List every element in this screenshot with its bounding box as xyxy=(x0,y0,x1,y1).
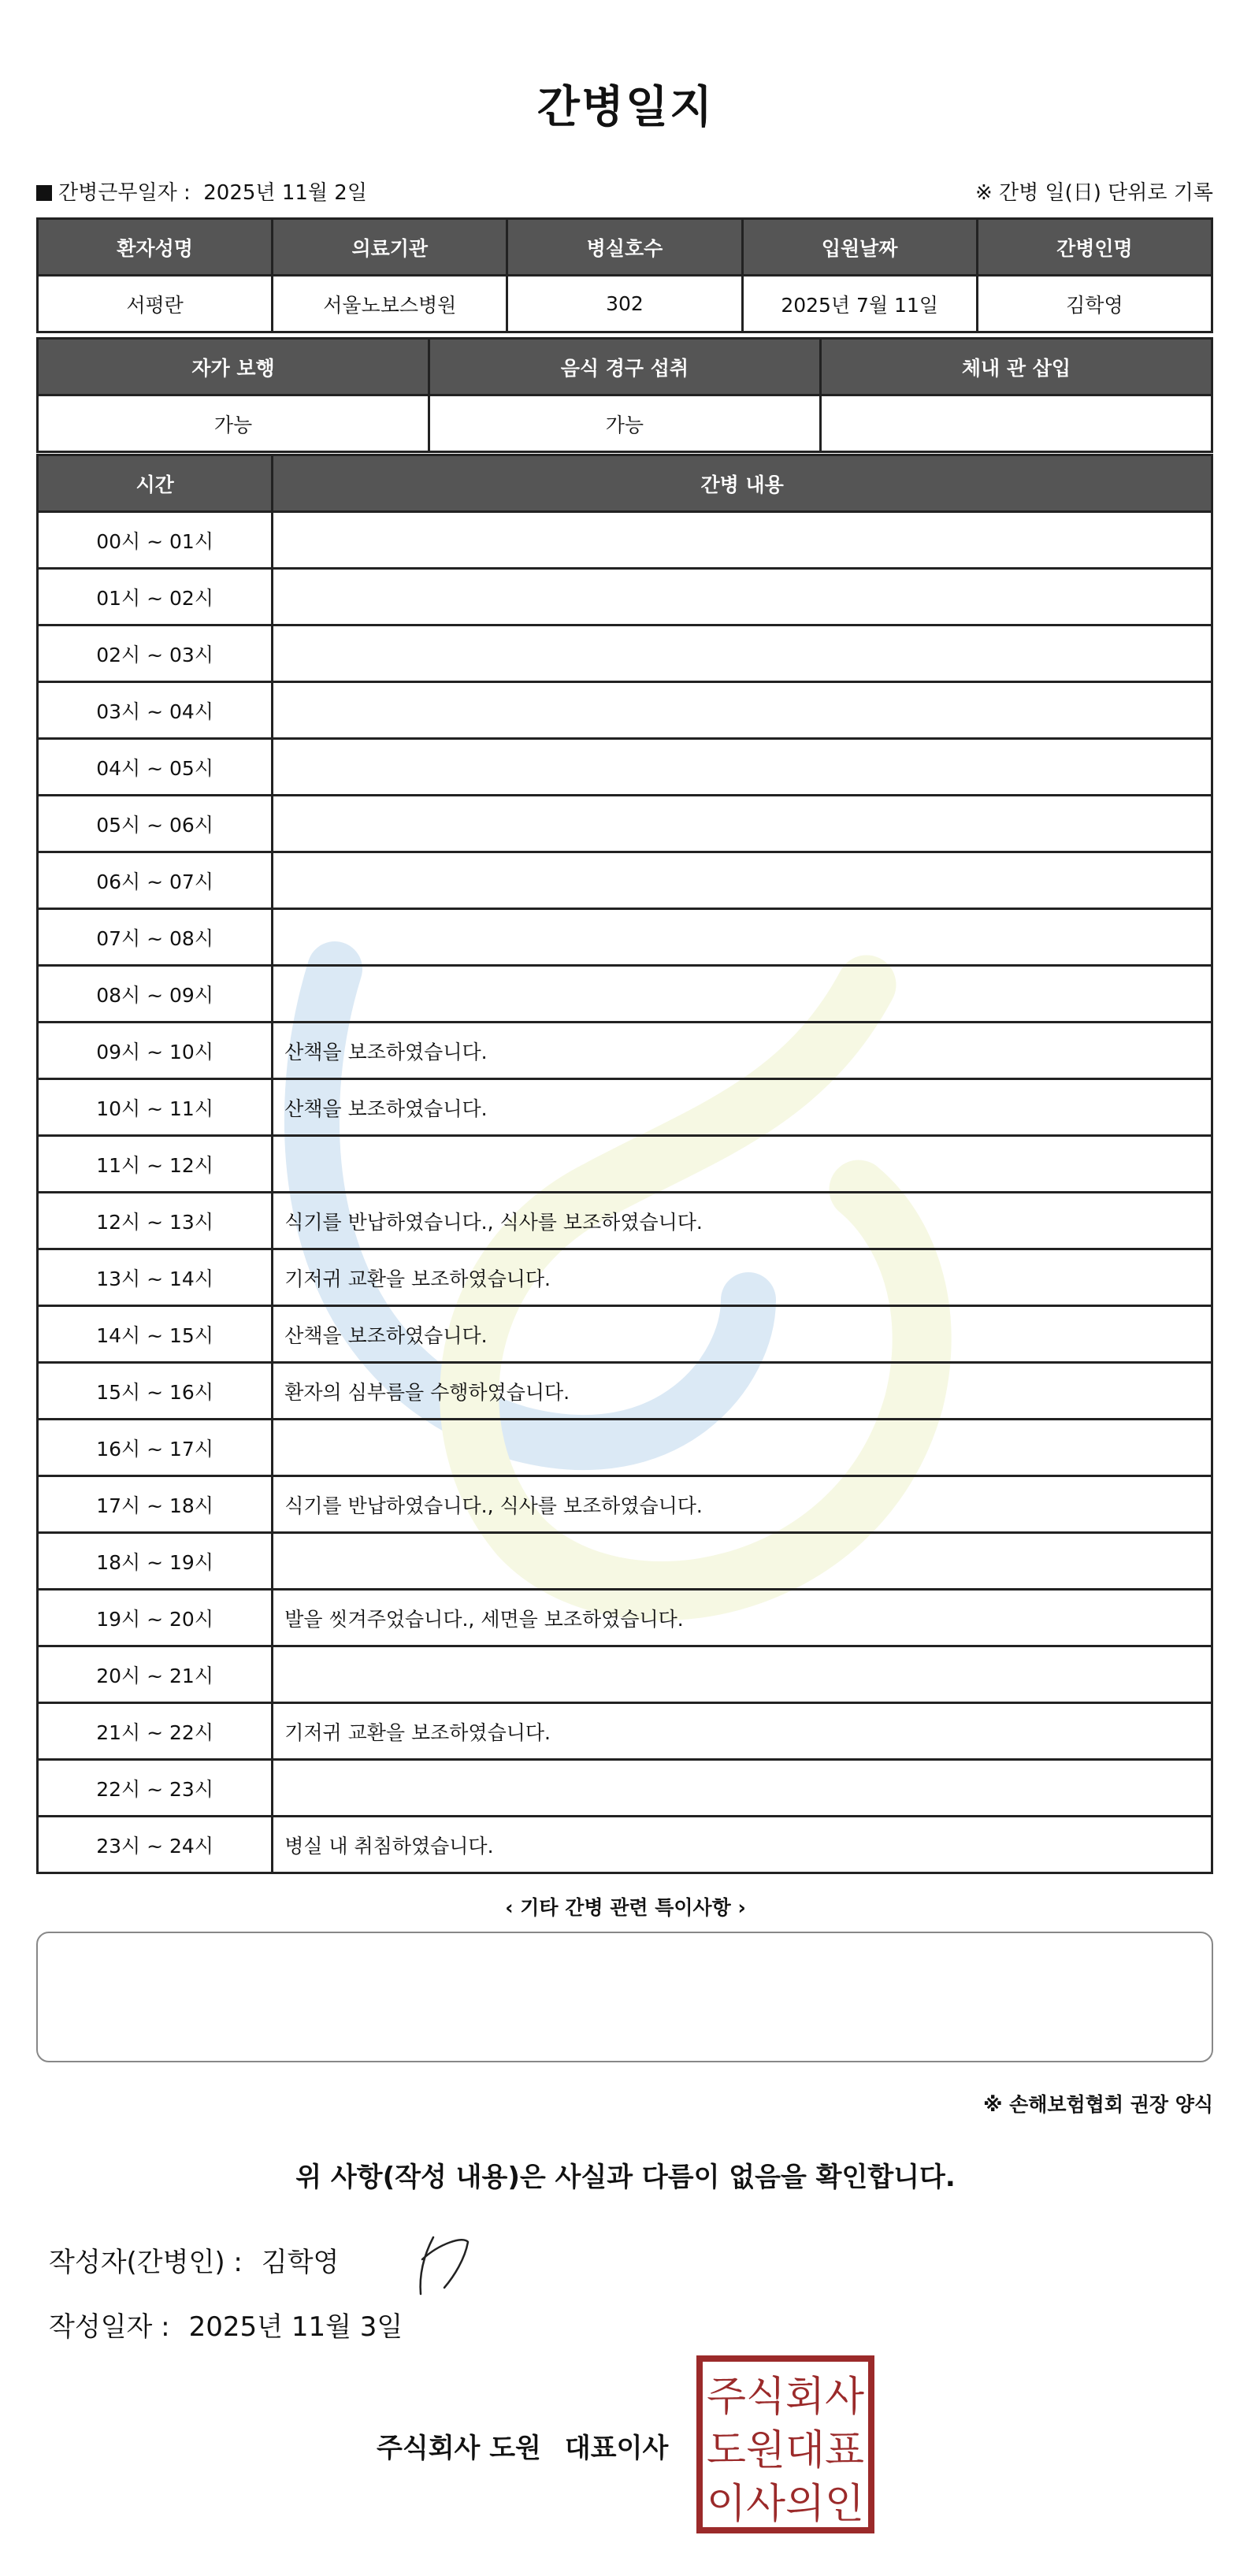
seal-text-line: 도원대표 xyxy=(707,2427,864,2474)
log-content: 산책을 보조하였습니다. xyxy=(273,1306,1212,1363)
handwritten-signature xyxy=(416,2228,479,2299)
log-content xyxy=(273,1760,1212,1817)
log-row xyxy=(38,1646,1212,1703)
log-time: 15시 ~ 16시 xyxy=(38,1363,273,1420)
log-content xyxy=(273,1136,1212,1193)
log-time: 21시 ~ 22시 xyxy=(38,1703,273,1760)
work-date-value: 2025년 11월 2일 xyxy=(203,181,367,205)
notes-content xyxy=(38,1933,1212,1955)
written-date-label: 작성일자 : xyxy=(49,2311,170,2343)
log-content xyxy=(273,1646,1212,1703)
log-content xyxy=(273,682,1212,739)
log-row xyxy=(38,1590,1212,1646)
room-number: 302 xyxy=(507,276,742,332)
log-time: 03시 ~ 04시 xyxy=(38,682,273,739)
seal-text-line: 이사의인 xyxy=(707,2481,864,2528)
log-time: 13시 ~ 14시 xyxy=(38,1249,273,1306)
written-date-value: 2025년 11월 3일 xyxy=(188,2311,403,2343)
log-row xyxy=(38,909,1212,966)
log-time: 12시 ~ 13시 xyxy=(38,1193,273,1249)
log-content xyxy=(273,739,1212,796)
log-row xyxy=(38,1703,1212,1760)
log-time: 02시 ~ 03시 xyxy=(38,625,273,682)
log-content xyxy=(273,909,1212,966)
header-walking: 자가 보행 xyxy=(38,339,429,395)
confirmation-statement: 위 사항(작성 내용)은 사실과 다름이 없음을 확인합니다. xyxy=(295,2162,956,2193)
writer-name: 김학영 xyxy=(261,2247,340,2278)
log-row xyxy=(38,796,1212,852)
log-row xyxy=(38,512,1212,569)
log-time: 14시 ~ 15시 xyxy=(38,1306,273,1363)
log-row xyxy=(38,966,1212,1023)
log-row xyxy=(38,1533,1212,1590)
log-content: 병실 내 취침하였습니다. xyxy=(273,1817,1212,1873)
company-representative: 대표이사 xyxy=(564,2433,669,2464)
log-row xyxy=(38,1476,1212,1533)
log-row xyxy=(38,1760,1212,1817)
log-time: 01시 ~ 02시 xyxy=(38,569,273,625)
log-row xyxy=(38,852,1212,909)
walking-status: 가능 xyxy=(38,395,429,452)
log-row xyxy=(38,1079,1212,1136)
log-content xyxy=(273,852,1212,909)
notes-title: ‹ 기타 간병 관련 특이사항 › xyxy=(505,1896,746,1919)
log-time: 04시 ~ 05시 xyxy=(38,739,273,796)
log-row xyxy=(38,739,1212,796)
oral-intake-status: 가능 xyxy=(429,395,820,452)
care-log-table xyxy=(36,454,1213,1874)
square-bullet-icon xyxy=(36,185,52,201)
header-hospital: 의료기관 xyxy=(273,219,507,276)
patient-status-table xyxy=(36,337,1213,453)
log-content: 기저귀 교환을 보조하였습니다. xyxy=(273,1249,1212,1306)
patient-info-table xyxy=(36,217,1213,333)
log-row xyxy=(38,1306,1212,1363)
log-time: 05시 ~ 06시 xyxy=(38,796,273,852)
log-content: 산책을 보조하였습니다. xyxy=(273,1079,1212,1136)
log-content xyxy=(273,1420,1212,1476)
company-seal xyxy=(696,2355,874,2533)
log-time: 19시 ~ 20시 xyxy=(38,1590,273,1646)
tube-insertion-status xyxy=(820,395,1212,452)
log-row xyxy=(38,1023,1212,1079)
writer-label: 작성자(간병인) : xyxy=(49,2247,243,2278)
log-row xyxy=(38,1420,1212,1476)
log-row xyxy=(38,625,1212,682)
log-content: 식기를 반납하였습니다., 식사를 보조하였습니다. xyxy=(273,1476,1212,1533)
log-time: 06시 ~ 07시 xyxy=(38,852,273,909)
log-time: 16시 ~ 17시 xyxy=(38,1420,273,1476)
header-admission-date: 입원날짜 xyxy=(742,219,977,276)
log-row xyxy=(38,1193,1212,1249)
work-date xyxy=(36,176,367,206)
unit-note: ※ 간병 일(日) 단위로 기록 xyxy=(974,181,1213,205)
log-content: 발을 씻겨주었습니다., 세면을 보조하였습니다. xyxy=(273,1590,1212,1646)
seal-text-line: 주식회사 xyxy=(707,2374,864,2421)
patient-name: 서평란 xyxy=(38,276,273,332)
writer-line xyxy=(49,2240,339,2279)
log-time: 22시 ~ 23시 xyxy=(38,1760,273,1817)
log-row xyxy=(38,569,1212,625)
company-name: 주식회사 도원 xyxy=(377,2433,541,2464)
log-content xyxy=(273,512,1212,569)
log-content xyxy=(273,966,1212,1023)
header-caregiver: 간병인명 xyxy=(977,219,1212,276)
header-time: 시간 xyxy=(38,455,273,512)
log-row xyxy=(38,1249,1212,1306)
log-row xyxy=(38,1136,1212,1193)
company-line xyxy=(377,2426,668,2465)
hospital: 서울노보스병원 xyxy=(273,276,507,332)
written-date-line xyxy=(49,2305,403,2344)
log-time: 10시 ~ 11시 xyxy=(38,1079,273,1136)
log-time: 11시 ~ 12시 xyxy=(38,1136,273,1193)
log-content: 기저귀 교환을 보조하였습니다. xyxy=(273,1703,1212,1760)
log-time: 08시 ~ 09시 xyxy=(38,966,273,1023)
header-oral-intake: 음식 경구 섭취 xyxy=(429,339,820,395)
admission-date: 2025년 7월 11일 xyxy=(742,276,977,332)
caregiver-name: 김학영 xyxy=(977,276,1212,332)
work-date-label: 간병근무일자 : xyxy=(58,181,191,205)
header-patient-name: 환자성명 xyxy=(38,219,273,276)
log-content: 산책을 보조하였습니다. xyxy=(273,1023,1212,1079)
header-room: 병실호수 xyxy=(507,219,742,276)
log-row xyxy=(38,1363,1212,1420)
header-care-content: 간병 내용 xyxy=(273,455,1212,512)
log-content: 환자의 심부름을 수행하였습니다. xyxy=(273,1363,1212,1420)
log-time: 07시 ~ 08시 xyxy=(38,909,273,966)
document-title: 간병일지 xyxy=(536,82,715,133)
log-content xyxy=(273,796,1212,852)
log-content xyxy=(273,625,1212,682)
header-tube-insertion: 체내 관 삽입 xyxy=(820,339,1212,395)
log-time: 23시 ~ 24시 xyxy=(38,1817,273,1873)
log-row xyxy=(38,682,1212,739)
log-time: 18시 ~ 19시 xyxy=(38,1533,273,1590)
log-time: 20시 ~ 21시 xyxy=(38,1646,273,1703)
log-content xyxy=(273,569,1212,625)
log-time: 00시 ~ 01시 xyxy=(38,512,273,569)
log-time: 17시 ~ 18시 xyxy=(38,1476,273,1533)
form-footnote: ※ 손해보험협회 권장 양식 xyxy=(983,2093,1213,2116)
log-time: 09시 ~ 10시 xyxy=(38,1023,273,1079)
notes-box xyxy=(36,1932,1213,2062)
log-content: 식기를 반납하였습니다., 식사를 보조하였습니다. xyxy=(273,1193,1212,1249)
log-content xyxy=(273,1533,1212,1590)
log-row xyxy=(38,1817,1212,1873)
